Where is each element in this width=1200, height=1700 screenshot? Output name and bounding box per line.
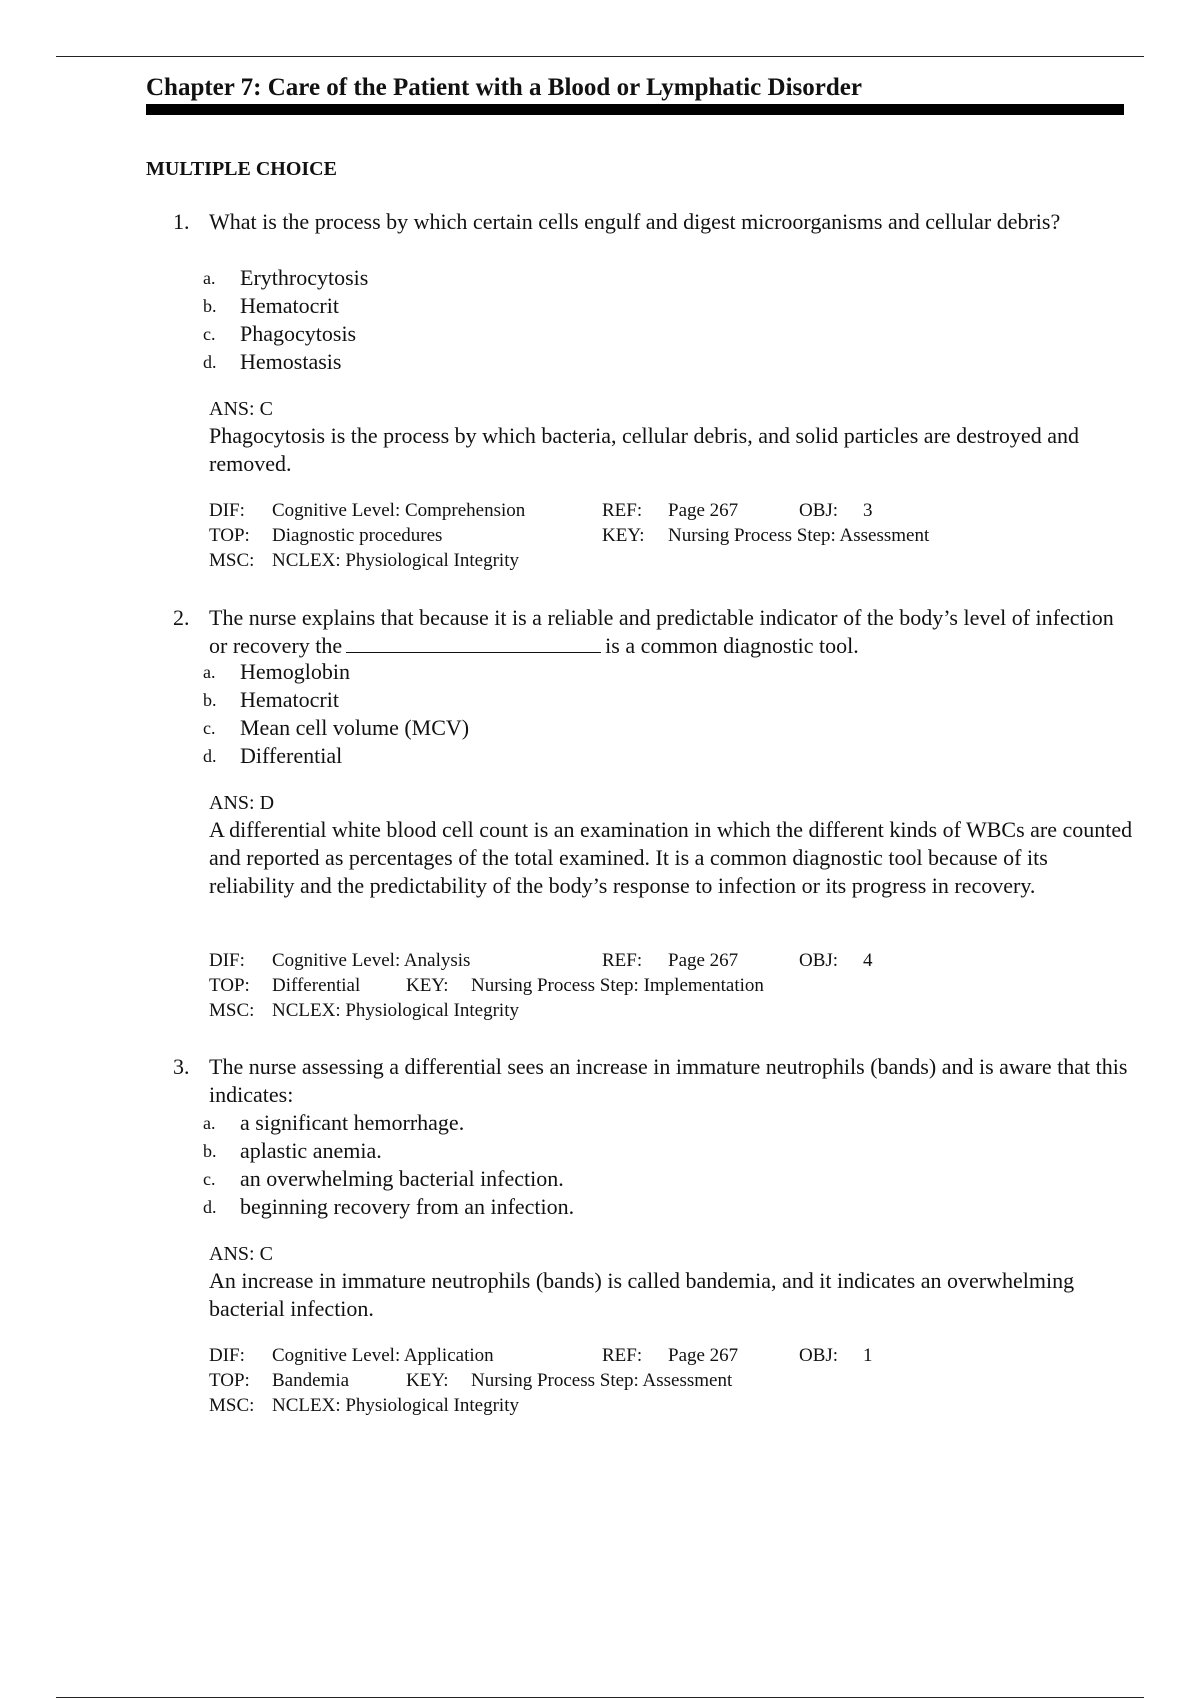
dif-label: DIF: bbox=[209, 950, 245, 971]
top-value: Diagnostic procedures bbox=[272, 525, 443, 546]
choice-d bbox=[0, 348, 1200, 376]
metadata-row-dif bbox=[209, 1343, 1149, 1368]
choice-c bbox=[0, 1165, 1200, 1193]
bottom-rule bbox=[56, 1697, 1144, 1698]
choice-letter: b. bbox=[203, 1141, 217, 1161]
msc-label: MSC: bbox=[209, 550, 255, 571]
choice-d bbox=[0, 1193, 1200, 1221]
metadata-row-top bbox=[209, 1368, 1149, 1393]
obj-value: 1 bbox=[863, 1345, 873, 1366]
choice-a bbox=[0, 658, 1200, 686]
obj-value: 4 bbox=[863, 950, 873, 971]
choice-letter: d. bbox=[203, 352, 217, 372]
obj-label: OBJ: bbox=[799, 1345, 839, 1366]
question-metadata bbox=[209, 948, 1149, 1023]
ref-label: REF: bbox=[602, 1345, 643, 1366]
dif-value: Cognitive Level: Comprehension bbox=[272, 500, 526, 521]
msc-value: NCLEX: Physiological Integrity bbox=[272, 550, 519, 571]
question-3 bbox=[0, 1053, 1200, 1416]
msc-value: NCLEX: Physiological Integrity bbox=[272, 1395, 519, 1416]
choice-b bbox=[0, 1137, 1200, 1165]
question-stem-part-2: is a common diagnostic tool. bbox=[605, 633, 859, 658]
choice-list bbox=[0, 1109, 1200, 1221]
question-stem-part-1: The nurse explains that because it is a reliable and predictable indicator of the body’s level of infection or recovery the bbox=[209, 605, 1114, 658]
metadata-row-msc bbox=[209, 1393, 1149, 1418]
answer-block bbox=[209, 396, 1134, 478]
metadata-row-dif bbox=[209, 498, 1149, 523]
choice-c bbox=[0, 320, 1200, 348]
obj-label: OBJ: bbox=[799, 500, 839, 521]
question-list bbox=[0, 208, 1200, 1416]
question-stem: The nurse assessing a differential sees an increase in immature neutrophils (bands) and is aware that this indicates: bbox=[209, 1054, 1128, 1107]
choice-a bbox=[0, 264, 1200, 292]
top-label: TOP: bbox=[209, 1370, 250, 1391]
choice-letter: b. bbox=[203, 690, 217, 710]
metadata-row-top bbox=[209, 523, 1149, 548]
answer-rationale: Phagocytosis is the process by which bacteria, cellular debris, and solid particles are destroyed and removed. bbox=[209, 423, 1079, 476]
metadata-row-msc bbox=[209, 998, 1149, 1023]
choice-text: Erythrocytosis bbox=[240, 265, 369, 290]
metadata-row-msc bbox=[209, 548, 1149, 573]
section-heading: MULTIPLE CHOICE bbox=[146, 158, 337, 180]
choice-text: Mean cell volume (MCV) bbox=[240, 715, 470, 740]
question-number: 2. bbox=[173, 605, 190, 630]
fill-in-blank bbox=[346, 632, 601, 653]
dif-label: DIF: bbox=[209, 500, 245, 521]
question-stem: What is the process by which certain cells engulf and digest microorganisms and cellular debris? bbox=[209, 209, 1061, 234]
dif-value: Cognitive Level: Analysis bbox=[272, 950, 471, 971]
choice-text: an overwhelming bacterial infection. bbox=[240, 1166, 564, 1191]
question-metadata bbox=[209, 1343, 1149, 1418]
choice-letter: d. bbox=[203, 746, 217, 766]
choice-text: Hemostasis bbox=[240, 349, 342, 374]
answer-key: ANS: C bbox=[209, 1243, 273, 1265]
question-metadata bbox=[209, 498, 1149, 573]
choice-letter: a. bbox=[203, 662, 216, 682]
key-label: KEY: bbox=[602, 525, 645, 546]
title-underline-bar bbox=[146, 104, 1124, 115]
top-label: TOP: bbox=[209, 525, 250, 546]
choice-letter: c. bbox=[203, 324, 216, 344]
choice-b bbox=[0, 686, 1200, 714]
question-number: 1. bbox=[173, 209, 190, 234]
choice-letter: a. bbox=[203, 268, 216, 288]
question-1 bbox=[0, 208, 1200, 604]
answer-key: ANS: C bbox=[209, 398, 273, 420]
key-value: Nursing Process Step: Assessment bbox=[668, 525, 930, 546]
choice-list bbox=[0, 658, 1200, 770]
choice-letter: c. bbox=[203, 1169, 216, 1189]
choice-text: Hematocrit bbox=[240, 293, 339, 318]
choice-text: Differential bbox=[240, 743, 343, 768]
question-2 bbox=[0, 604, 1200, 1053]
answer-block bbox=[209, 790, 1134, 900]
top-rule bbox=[56, 56, 1144, 57]
key-label: KEY: bbox=[406, 1370, 449, 1391]
choice-b bbox=[0, 292, 1200, 320]
key-value: Nursing Process Step: Assessment bbox=[471, 1370, 733, 1391]
top-label: TOP: bbox=[209, 975, 250, 996]
dif-value: Cognitive Level: Application bbox=[272, 1345, 494, 1366]
msc-value: NCLEX: Physiological Integrity bbox=[272, 1000, 519, 1021]
ref-value: Page 267 bbox=[668, 500, 739, 521]
msc-label: MSC: bbox=[209, 1000, 255, 1021]
answer-key: ANS: D bbox=[209, 792, 275, 814]
choice-text: aplastic anemia. bbox=[240, 1138, 382, 1163]
choice-text: Hemoglobin bbox=[240, 659, 350, 684]
msc-label: MSC: bbox=[209, 1395, 255, 1416]
obj-label: OBJ: bbox=[799, 950, 839, 971]
question-number: 3. bbox=[173, 1054, 190, 1079]
key-label: KEY: bbox=[406, 975, 449, 996]
choice-d bbox=[0, 742, 1200, 770]
question-stem bbox=[209, 604, 1129, 660]
choice-text: Hematocrit bbox=[240, 687, 339, 712]
choice-c bbox=[0, 714, 1200, 742]
choice-letter: d. bbox=[203, 1197, 217, 1217]
obj-value: 3 bbox=[863, 500, 873, 521]
dif-label: DIF: bbox=[209, 1345, 245, 1366]
choice-letter: b. bbox=[203, 296, 217, 316]
choice-letter: c. bbox=[203, 718, 216, 738]
answer-rationale: An increase in immature neutrophils (bands) is called bandemia, and it indicates an overwhelming bacterial infection. bbox=[209, 1268, 1075, 1321]
answer-rationale: A differential white blood cell count is an examination in which the different kinds of WBCs are counted and reported as percentages of the total examined. It is a common diagnostic tool because of its reliability and the predictability of the body’s response to infection or its progress in recovery. bbox=[209, 817, 1133, 898]
choice-letter: a. bbox=[203, 1113, 216, 1133]
top-value: Differential bbox=[272, 975, 361, 996]
top-value: Bandemia bbox=[272, 1370, 350, 1391]
chapter-title: Chapter 7: Care of the Patient with a Blood or Lymphatic Disorder bbox=[146, 74, 862, 101]
choice-text: a significant hemorrhage. bbox=[240, 1110, 465, 1135]
ref-value: Page 267 bbox=[668, 1345, 739, 1366]
answer-block bbox=[209, 1241, 1134, 1323]
choice-text: beginning recovery from an infection. bbox=[240, 1194, 575, 1219]
ref-label: REF: bbox=[602, 500, 643, 521]
choice-list bbox=[0, 264, 1200, 376]
ref-label: REF: bbox=[602, 950, 643, 971]
key-value: Nursing Process Step: Implementation bbox=[471, 975, 764, 996]
ref-value: Page 267 bbox=[668, 950, 739, 971]
choice-a bbox=[0, 1109, 1200, 1137]
metadata-row-top bbox=[209, 973, 1149, 998]
choice-text: Phagocytosis bbox=[240, 321, 357, 346]
metadata-row-dif bbox=[209, 948, 1149, 973]
